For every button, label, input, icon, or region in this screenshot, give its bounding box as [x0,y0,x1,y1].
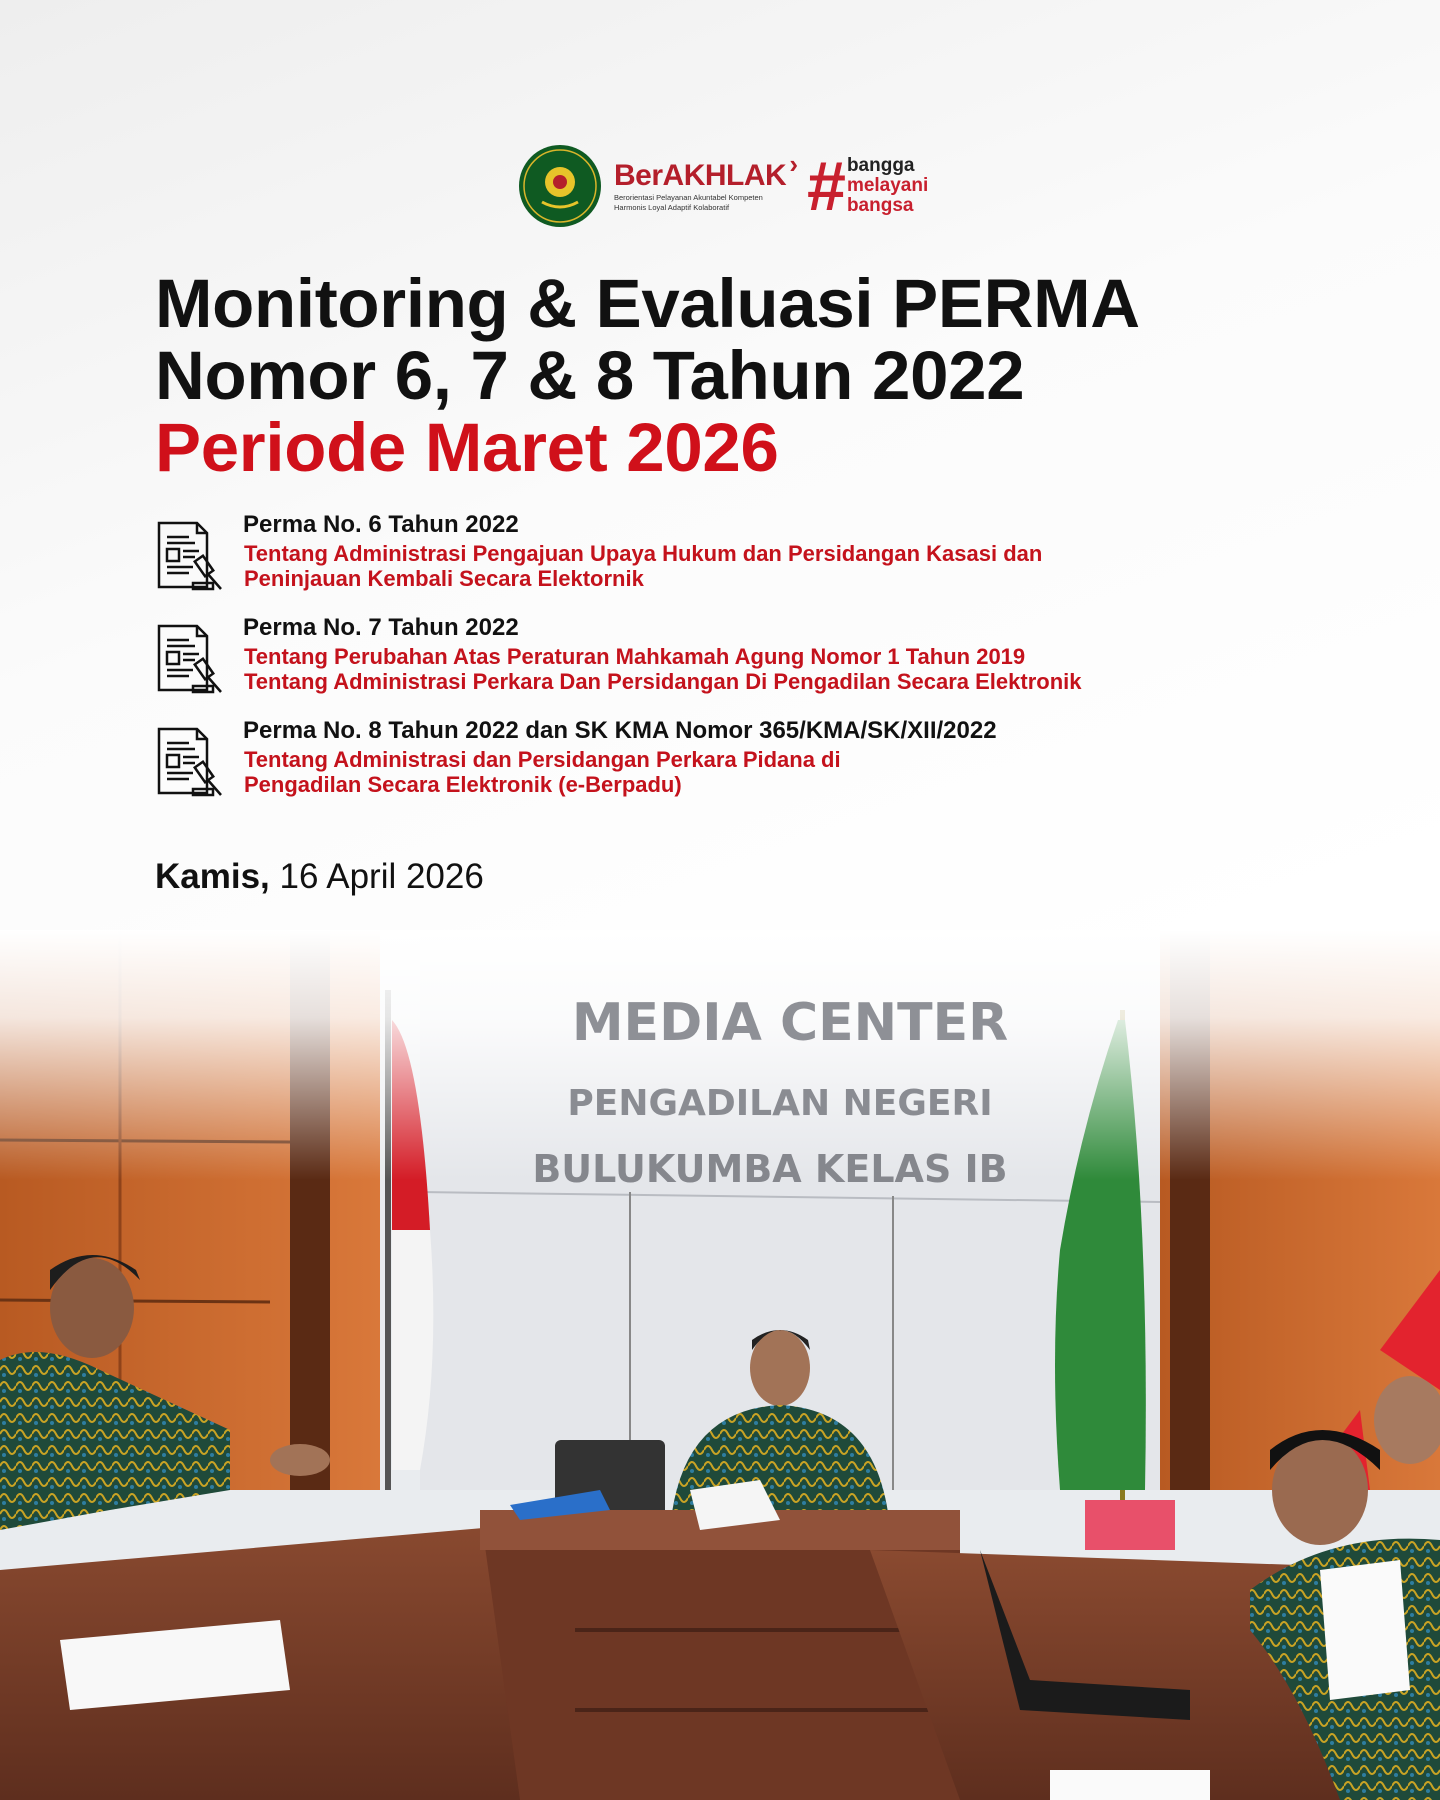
berakhlak-sub-1: Berorientasi Pelayanan Akuntabel Kompeten [614,193,763,202]
item-desc-line-2: Peninjauan Kembali Secara Elektornik [244,566,644,591]
meeting-photo [0,930,1440,1800]
bangga-word: bangga [846,155,915,176]
hashtag-icon: # [806,147,845,225]
document-gavel-icon [155,725,229,799]
title-line-2: Nomor 6, 7 & 8 Tahun 2022 [155,337,1025,414]
sign-bulukumba: BULUKUMBA KELAS IB [532,1147,1008,1191]
sign-media-center: MEDIA CENTER [571,993,1009,1053]
sign-pengadilan: PENGADILAN NEGERI [567,1083,993,1124]
melayani-word: melayani [846,175,929,196]
event-date [155,857,484,897]
berakhlak-word: BerAKHLAK [614,159,787,192]
berakhlak-logo [614,149,798,213]
chevron-icon: › [789,149,798,179]
title-line-1: Monitoring & Evaluasi PERMA [155,265,1140,342]
bangsa-word: bangsa [846,195,914,216]
item-desc-line-2: Pengadilan Secara Elektronik (e-Berpadu) [244,772,682,797]
berakhlak-sub-2: Harmonis Loyal Adaptif Kolaboratif [614,203,730,212]
date-value: 16 April 2026 [269,857,484,896]
item-desc-line-1: Tentang Administrasi Pengajuan Upaya Hukum dan Persidangan Kasasi dan [244,541,1043,566]
item-heading: Perma No. 7 Tahun 2022 [243,614,519,641]
date-day: Kamis, [155,857,270,896]
document-gavel-icon [155,622,229,696]
item-desc-line-2: Tentang Administrasi Perkara Dan Persidangan Di Pengadilan Secara Elektronik [244,669,1082,694]
header-logos [518,140,928,232]
item-desc-line-1: Tentang Perubahan Atas Peraturan Mahkamah Agung Nomor 1 Tahun 2019 [244,644,1026,669]
document-gavel-icon [155,519,229,593]
bangga-melayani-logo [806,147,929,225]
page-title [155,265,1140,486]
item-desc-line-1: Tentang Administrasi dan Persidangan Perkara Pidana di [244,747,841,772]
title-period: Periode Maret 2026 [155,409,779,486]
court-emblem-logo [518,144,602,228]
photo-fade-overlay [0,930,1440,1180]
item-heading: Perma No. 6 Tahun 2022 [243,511,519,538]
item-heading: Perma No. 8 Tahun 2022 dan SK KMA Nomor 365/KMA/SK/XII/2022 [243,717,997,744]
